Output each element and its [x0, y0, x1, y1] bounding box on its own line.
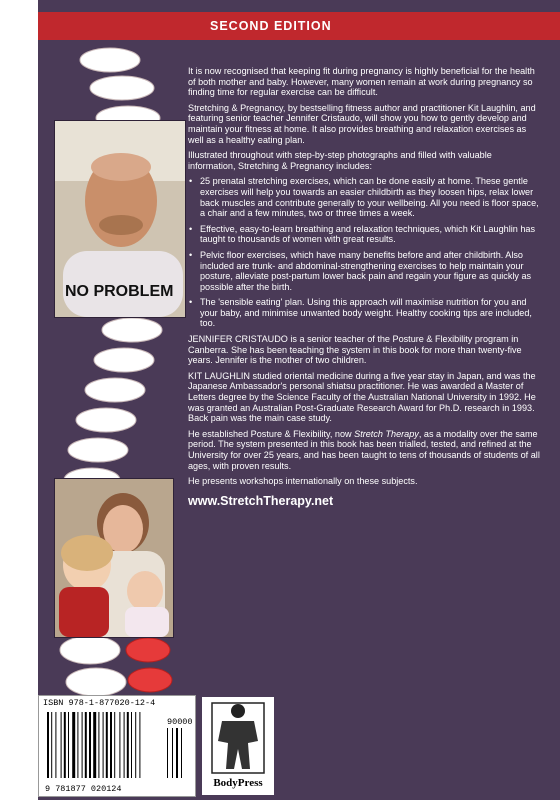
isbn-text: ISBN 978-1-877020-12-4 [43, 698, 156, 708]
list-item [188, 250, 540, 292]
intro-paragraph: It is now recognised that keeping fit during pregnancy is highly beneficial for the health of both mother and baby. However, many women remain at work during pregnancy so finding time for regular exercise can be difficult. [188, 66, 535, 98]
bullet-glyph: • [189, 223, 193, 234]
established-pre: He established Posture & Flexibility, now [188, 428, 355, 439]
list-item [188, 176, 540, 218]
author-photo [54, 120, 186, 318]
intro-paragraph: Illustrated throughout with step-by-step photographs and filled with valuable information, Stretching & Pregnancy includes: [188, 150, 492, 171]
intro-paragraph: Stretching & Pregnancy, by bestselling fitness author and practitioner Kit Laughlin, and featuring senior teacher Jennifer Cristaudo, will show you how to gently develop and maintain your fitness at home. It also provides breathing and relaxation exercises as well as a healthy eating plan. [188, 102, 536, 145]
established-post: , as a modality over the same period. The system presented in this book has been trialled, tested, and refined at the University for over 25 years, and has been taught to tens of thousands of students of all ages, with proven results. [188, 428, 540, 471]
barcode-box [38, 695, 196, 797]
edition-label: SECOND EDITION [210, 19, 332, 33]
cover-text [188, 66, 540, 511]
shirt-text: NO PROBLEM [65, 283, 174, 300]
list-item-text: Pelvic floor exercises, which have many benefits before and after childbirth. Also included are trunk- and abdominal-strengthening exercises to help maintain your posture, alleviate post-partum lower back pain and regain your figure as quickly as possible after the birth. [200, 249, 532, 292]
stretch-therapy-italic: Stretch Therapy [354, 428, 419, 439]
author-portrait [55, 121, 185, 317]
features-list [188, 176, 540, 329]
teacher-portrait [55, 479, 173, 637]
list-item [188, 297, 540, 329]
bullet-glyph: • [189, 297, 193, 308]
list-item-text: The 'sensible eating' plan. Using this approach will maximise nutrition for you and your baby, and minimise unwanted body weight. Healthy cooking tips are included, too. [200, 297, 532, 329]
kit-bio: KIT LAUGHLIN studied oriental medicine during a five year stay in Japan, and was the Japanese Ambassador's personal shiatsu practitioner. He was awarded a Master of Letters degree by the Science Faculty of the Australian National University in 1992. He was granted an Australian Post-Graduate Research Award for Ph.D. research in 1993. Back pain was the main case study. [188, 370, 536, 424]
jennifer-bio: JENNIFER CRISTAUDO is a senior teacher of the Posture & Flexibility program in Canberra. She has been teaching the system in this book for more than twenty-five years. Jennifer is the mother of two children. [188, 334, 522, 366]
bullet-glyph: • [189, 249, 193, 260]
website-link[interactable]: www.StretchTherapy.net [188, 493, 334, 508]
teacher-photo [54, 478, 174, 638]
established-paragraph [188, 429, 540, 471]
list-item-text: 25 prenatal stretching exercises, which can be done easily at home. These gentle exercises will help you towards an easier childbirth as they loosen hips, relax lower back muscles and contribute generally to your wellbeing. All you need is floor space, a chair and a few minutes, two or three times a week. [200, 176, 539, 219]
list-item-text: Effective, easy-to-learn breathing and relaxation techniques, which Kit Laughlin has taught to thousands of women with great results. [200, 223, 535, 245]
figure-icon [202, 697, 274, 777]
list-item [188, 224, 540, 245]
addon-digits: 90000 [167, 717, 193, 727]
publisher-logo [202, 697, 274, 795]
bullet-glyph: • [189, 176, 193, 187]
barcode-digits: 9 781877 020124 [45, 784, 122, 794]
barcode-icon [39, 696, 195, 796]
workshops-paragraph: He presents workshops internationally on these subjects. [188, 476, 418, 487]
publisher-name: BodyPress [213, 777, 263, 789]
